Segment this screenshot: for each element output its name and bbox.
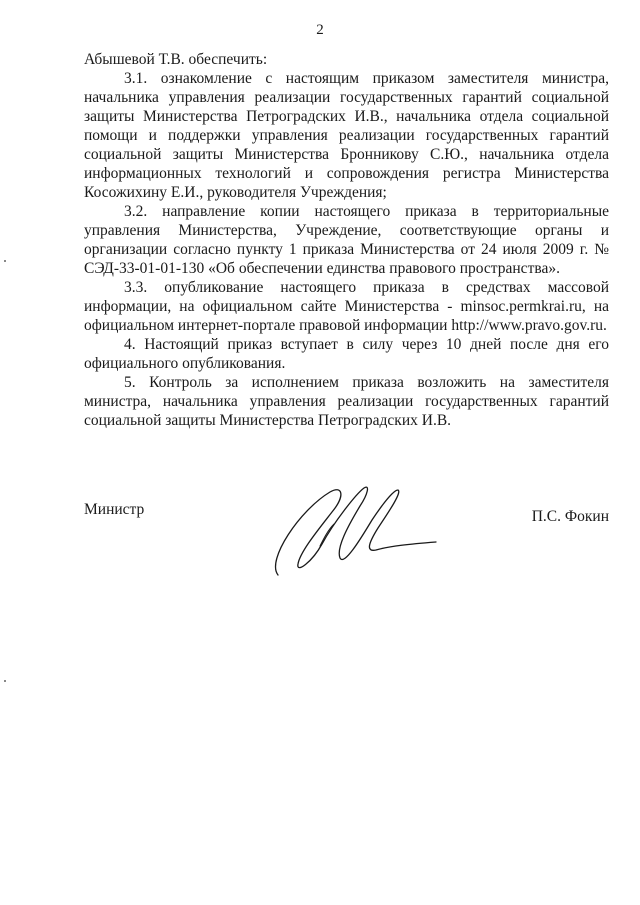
paragraph-3-1: 3.1. ознакомление с настоящим приказом заместителя министра, начальника управления реализации государственных гарантий социальной защиты Министерства Петроградских И.В., начальника отдела социальной помощи и поддержки управления реализации государственных гарантий социальной защиты Министерства Бронникову С.Ю., начальника отдела информационных технологий и сопровождения регистра Министерства Косожихину Е.И., руководителя Учреждения; (84, 70, 609, 201)
document-body (84, 50, 609, 430)
scan-artifact (4, 260, 6, 262)
paragraph-intro: Абышевой Т.В. обеспечить: (84, 51, 268, 68)
scan-artifact (4, 680, 6, 682)
paragraph-3-3: 3.3. опубликование настоящего приказа в средствах массовой информации, на официальном сайте Министерства - minsoc.permkrai.ru, на официальном интернет-портале правовой информации http://www.pravo.gov.ru. (84, 279, 609, 334)
signer-name: П.С. Фокин (531, 508, 609, 525)
handwritten-signature-icon (260, 480, 440, 590)
paragraph-3-2: 3.2. направление копии настоящего приказа в территориальные управления Министерства, Учреждение, соответствующие органы и организации согласно пункту 1 приказа Министерства от 24 июля 2009 г. № СЭД-33-01-01-130 «Об обеспечении единства правового пространства». (84, 203, 609, 277)
signer-title: Министр (84, 501, 145, 518)
paragraph-4: 4. Настоящий приказ вступает в силу через 10 дней после дня его официального опубликования. (84, 336, 609, 372)
paragraph-5: 5. Контроль за исполнением приказа возложить на заместителя министра, начальника управления реализации государственных гарантий социальной защиты Министерства Петроградских И.В. (84, 374, 609, 429)
page-number: 2 (316, 22, 324, 38)
signature-block (84, 480, 609, 600)
